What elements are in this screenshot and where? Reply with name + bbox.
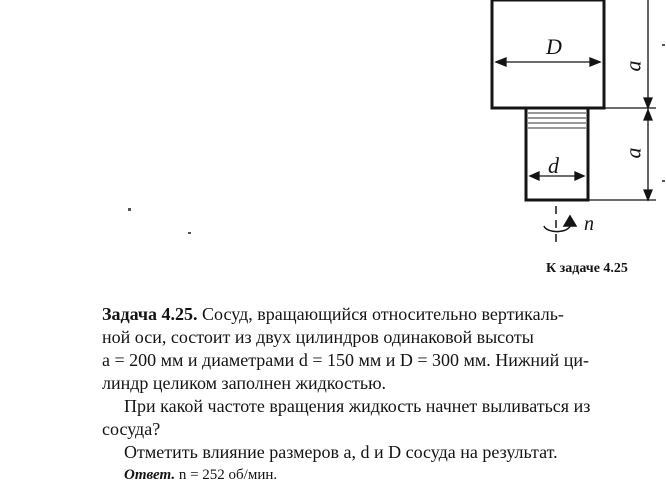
scan-marks — [128, 44, 665, 234]
problem-statement — [102, 303, 662, 326]
label-height-a-upper: a — [620, 60, 646, 72]
statement-line-3: a = 200 мм и диаметрами d = 150 мм и D = 300 мм. Нижний ци- — [102, 350, 590, 370]
figure-caption: К задаче 4.25 — [546, 261, 628, 276]
question-line-2: сосуда? — [102, 419, 161, 439]
rotation-arrow — [544, 216, 576, 232]
problem-number: Задача 4.25. — [102, 304, 198, 324]
liquid-hatching — [528, 113, 586, 128]
note-line: Отметить влияние размеров a, d и D сосуда на результат. — [124, 442, 558, 462]
label-height-a-lower: a — [620, 147, 646, 159]
answer-value: n = 252 об/мин. — [178, 467, 278, 483]
statement-line-2: ной оси, состоит из двух цилиндров одинаковой высоты — [102, 327, 534, 347]
answer-line — [102, 464, 662, 487]
question-line-1: При какой частоте вращения жидкость начнет выливаться из — [124, 396, 591, 416]
label-rotation-n: n — [584, 213, 594, 235]
label-diameter-D: D — [546, 34, 562, 59]
answer-label: Ответ. — [124, 467, 176, 483]
statement-line-1: Сосуд, вращающийся относительно вертикаль- — [202, 304, 564, 324]
problem-text — [102, 303, 662, 487]
dimension-D-line — [496, 58, 600, 66]
dimension-a-line — [644, 0, 652, 200]
label-diameter-d: d — [548, 153, 559, 178]
statement-line-4: линдр целиком заполнен жидкостью. — [102, 373, 387, 393]
